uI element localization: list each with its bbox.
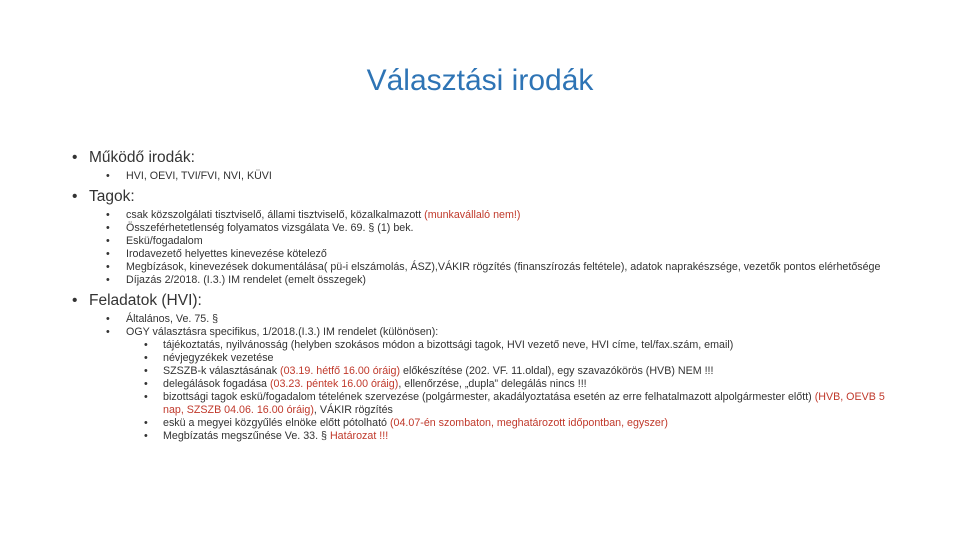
item-text: eskü a megyei közgyűlés elnöke előtt pótolható [163, 417, 390, 429]
item-highlight: Határozat !!! [329, 430, 389, 442]
sub-list-item [72, 378, 892, 391]
list-item: • Általános, Ve. 75. § [72, 313, 892, 326]
item-text: csak közszolgálati tisztviselő, állami tisztviselő, közalkalmazott [126, 209, 425, 221]
sub-list-item [72, 417, 892, 430]
sub-list-item [72, 352, 892, 365]
item-highlight: (munkavállaló nem!) [424, 209, 521, 221]
bullet-tagok: • Tagok: [72, 187, 892, 207]
item-text: tájékoztatás, nyilvánosság (helyben szokásos módon a bizottsági tagok, HVI vezető neve, HVI címe, tel/fax.szám, email) [163, 339, 734, 351]
item-text: névjegyzékek vezetése [163, 352, 274, 364]
list-item: • OGY választásra specifikus, 1/2018.(I.3.) IM rendelet (különösen): [72, 326, 892, 339]
bullet-mukodo-irodak: • Működő irodák: [72, 148, 892, 168]
list-item: • Eskü/fogadalom [72, 235, 892, 248]
list-item: • Irodavezető helyettes kinevezése kötelező [72, 248, 892, 261]
sub-list-item [72, 391, 892, 417]
item-text: delegálások fogadása [163, 378, 270, 390]
sub-list-item [72, 430, 892, 443]
slide-title: Választási irodák [366, 64, 594, 97]
item-deadline: (03.23. péntek 16.00 óráig) [269, 378, 399, 390]
item-text: előkészítése (202. VF. 11.oldal), egy szavazókörös (HVB) NEM !!! [400, 365, 714, 377]
slide-body [72, 144, 892, 447]
item-text: bizottsági tagok eskü/fogadalom tételének szervezése (polgármester, akadályoztatása esetén az erre felhatalmazott alpolgármester előtt) [163, 391, 815, 403]
sub-list-item [72, 365, 892, 378]
item-text: , VÁKIR rögzítés [313, 404, 393, 416]
list-item: • Díjazás 2/2018. (I.3.) IM rendelet (emelt összegek) [72, 274, 892, 287]
list-item: • Összeférhetetlenség folyamatos vizsgálata Ve. 69. § (1) bek. [72, 222, 892, 235]
item-deadline: (03.19. hétfő 16.00 óráig) [280, 365, 401, 377]
item-deadline: (04.07-én szombaton, meghatározott időpontban, egyszer) [389, 417, 668, 429]
list-item: • Megbízások, kinevezések dokumentálása( pü-i elszámolás, ÁSZ),VÁKIR rögzítés (finanszírozás feltétele), adatok naprakészsége, vezetők pontos elérhetősége [72, 261, 892, 274]
item-text: SZSZB-k választásának [163, 365, 281, 377]
bullet-feladatok: • Feladatok (HVI): [72, 291, 892, 311]
item-deadline: (HVB, OEVB 5 nap, SZSZB 04.06. 16.00 óráig) [163, 391, 885, 416]
item-text: , ellenőrzése, „dupla” delegálás nincs !!! [398, 378, 587, 390]
sub-list-item [72, 339, 892, 352]
list-item: • HVI, OEVI, TVI/FVI, NVI, KÜVI [72, 170, 892, 183]
item-text: Megbízatás megszűnése Ve. 33. § [163, 430, 330, 442]
list-item [72, 209, 892, 222]
